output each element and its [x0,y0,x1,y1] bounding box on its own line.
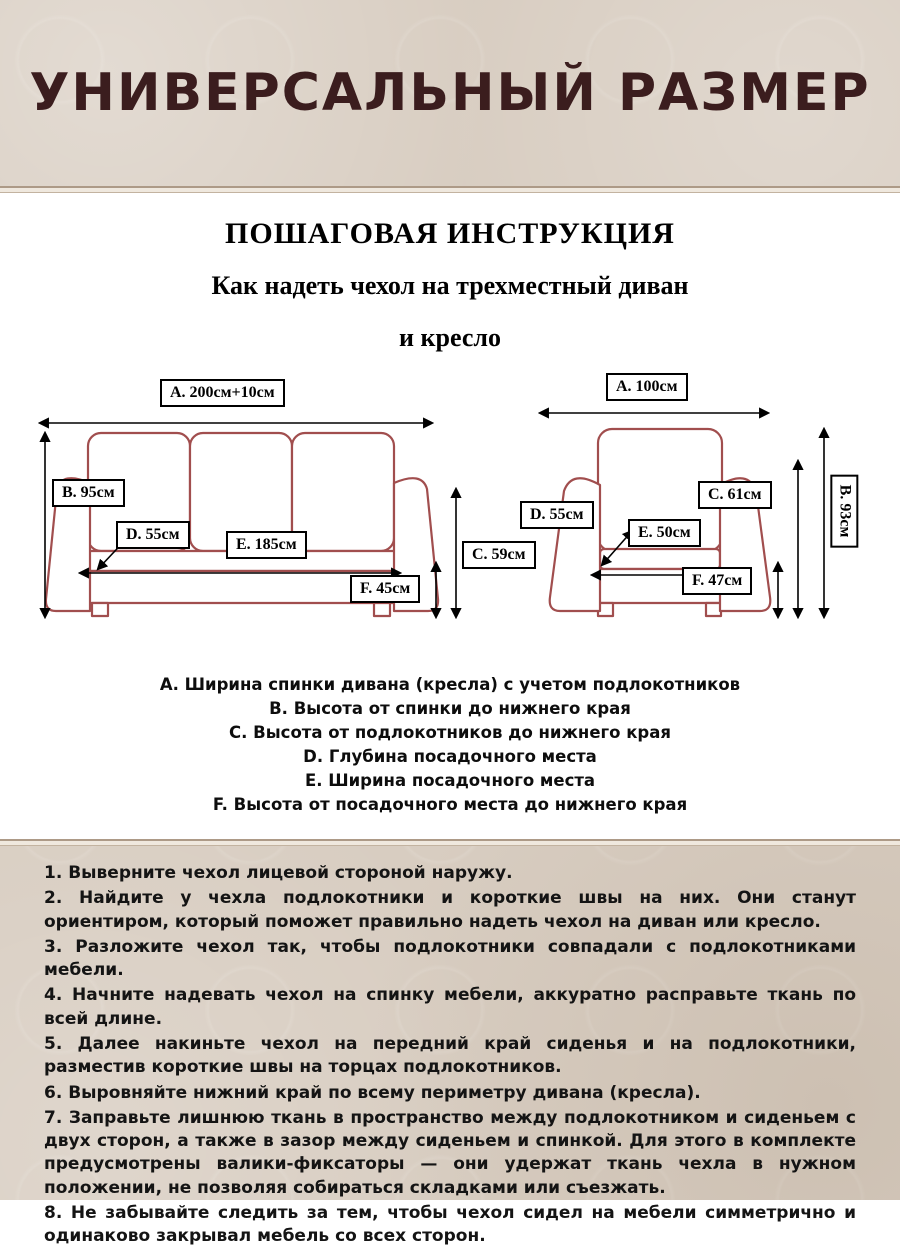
divider-bottom [0,839,900,846]
legend-item-f: F. Высота от посадочного места до нижнего края [212,794,688,814]
furniture-diagram-svg [0,365,900,665]
legend-item-e: Е. Ширина посадочного места [304,770,596,790]
instruction-panel [0,193,900,839]
legend-item-b: В. Высота от спинки до нижнего края [269,698,631,718]
legend-item-d: D. Глубина посадочного места [303,746,597,766]
instruction-subtitle-line2: и кресло [399,323,501,352]
armchair-dim-c-label: С. 61см [698,481,772,509]
armchair-dim-a-label: А. 100см [606,373,688,401]
instruction-subtitle-line1: Как надеть чехол на трехместный диван [211,271,689,300]
step-item-7: 7. Заправьте лишнюю ткань в пространство между подлокотником и сиденьем с двух сторон, а также в зазор между сиденьем и спинкой. Для этого в комплекте предусмотрены валики-фиксаторы — они удержат ткань чехла в нужном положении, не позволяя собираться складками или съезжать. [44,1107,856,1198]
armchair-dim-d-label: D. 55см [520,501,594,529]
step-item-2: 2. Найдите у чехла подлокотники и короткие швы на них. Они станут ориентиром, который поможет правильно надеть чехол на диван или кресло. [44,888,856,932]
page-title: УНИВЕРСАЛЬНЫЙ РАЗМЕР [29,63,871,123]
sofa-dim-f-label: F. 45см [350,575,420,603]
sofa-dim-d-label: D. 55см [116,521,190,549]
armchair-dim-f-label: F. 47см [682,567,752,595]
sofa-dim-b-label: В. 95см [52,479,125,507]
step-item-4: 4. Начните надевать чехол на спинку мебели, аккуратно расправьте ткань по всей длине. [44,985,856,1029]
header [0,0,900,186]
legend-item-c: С. Высота от подлокотников до нижнего края [229,722,671,742]
sofa-dim-a-label: А. 200см+10см [160,379,285,407]
instruction-title: ПОШАГОВАЯ ИНСТРУКЦИЯ [225,217,675,250]
step-item-1: 1. Выверните чехол лицевой стороной наружу. [44,863,513,883]
dimension-legend [0,673,900,817]
divider-top [0,186,900,193]
armchair-dim-e-label: Е. 50см [628,519,701,547]
dimension-diagram [0,365,900,665]
step-item-6: 6. Выровняйте нижний край по всему периметру дивана (кресла). [44,1082,701,1103]
step-item-5: 5. Далее накиньте чехол на передний край сиденья и на подлокотники, разместив короткие швы на торцах подлокотников. [44,1033,856,1078]
sofa-dim-c-label: С. 59см [462,541,536,569]
step-item-3: 3. Разложите чехол так, чтобы подлокотники совпадали с подлокотниками мебели. [44,936,856,981]
legend-item-a: А. Ширина спинки дивана (кресла) с учетом подлокотников [159,675,741,694]
armchair-dim-b-label: В. 93см [830,475,858,548]
steps-section [0,846,900,1247]
sofa-dim-e-label: Е. 185см [226,531,307,559]
step-item-8: 8. Не забывайте следить за тем, чтобы чехол сидел на мебели симметрично и одинаково закрывал мебель со всех сторон. [44,1202,856,1247]
